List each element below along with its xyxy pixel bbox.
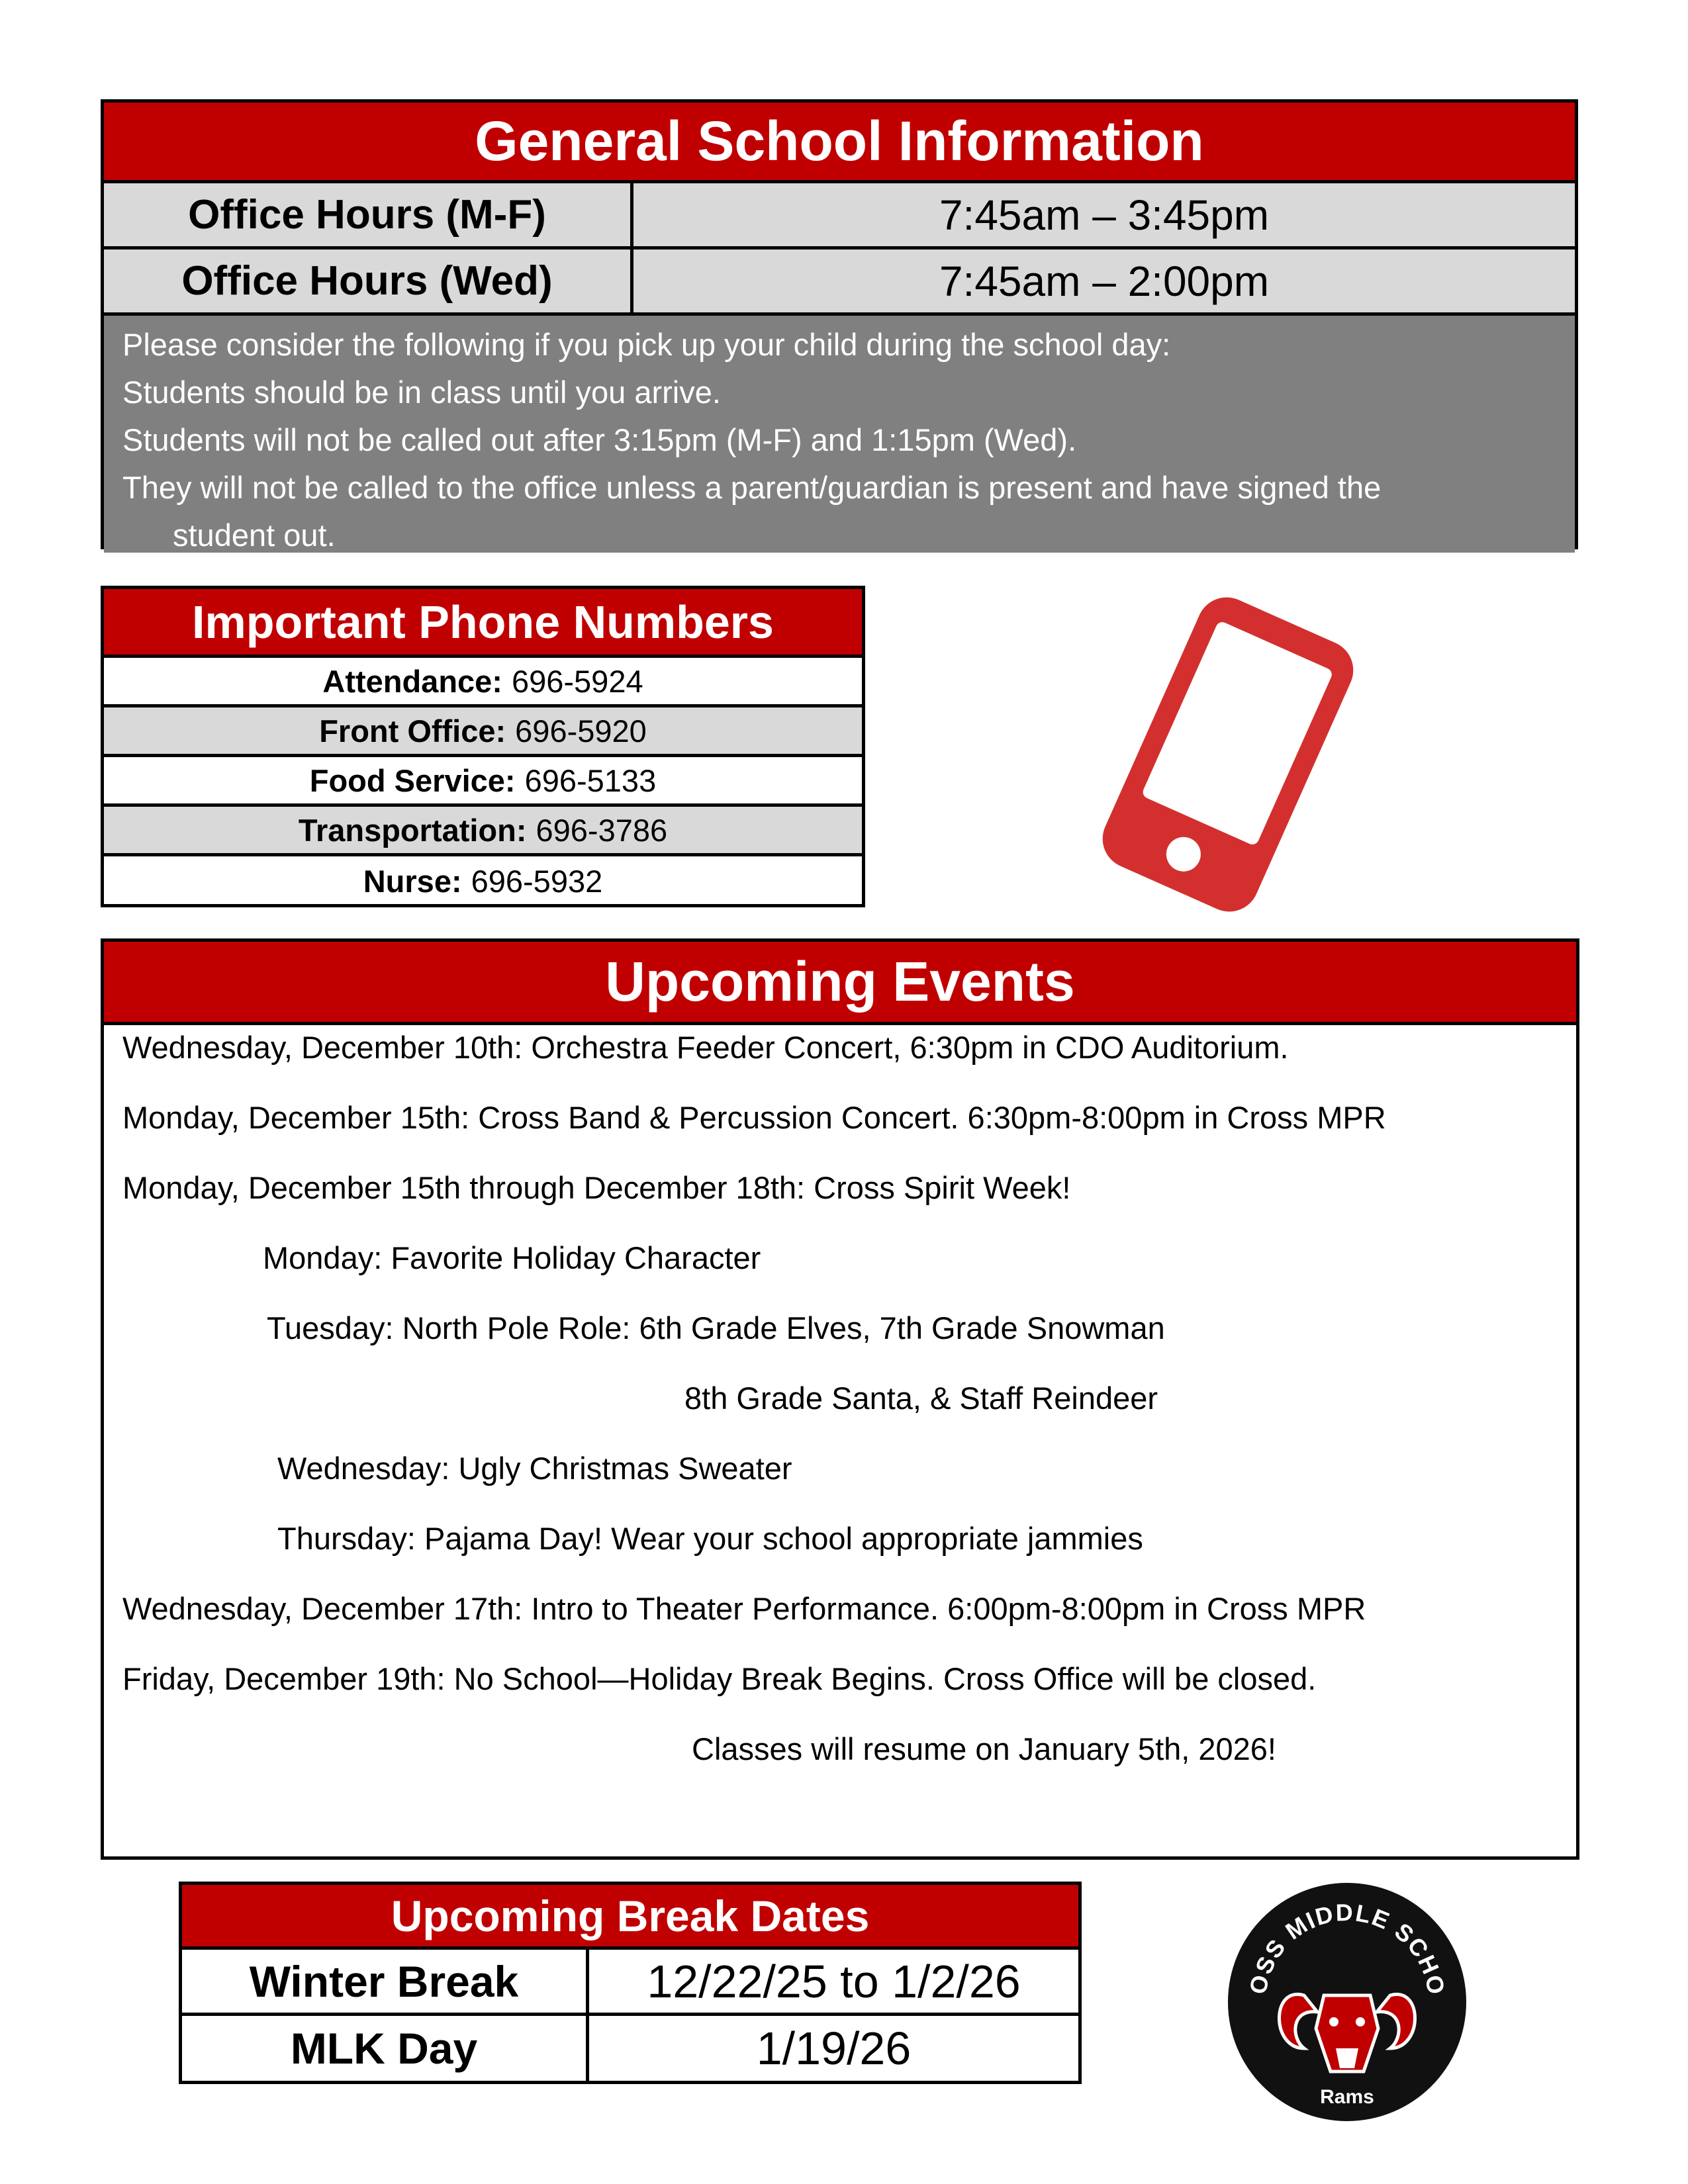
pickup-note: They will not be called to the office unless a parent/guardian is present and have signed the — [122, 470, 1382, 505]
office-hours-value: 7:45am – 3:45pm — [939, 191, 1270, 239]
break-dates-section — [179, 1882, 1082, 2084]
phone-label: Nurse: — [363, 864, 462, 899]
phone-row — [104, 658, 862, 707]
phone-label: Food Service: — [309, 762, 516, 798]
break-value: 12/22/25 to 1/2/26 — [647, 1955, 1021, 2007]
office-hours-value: 7:45am – 2:00pm — [939, 257, 1270, 305]
phone-numbers-title: Important Phone Numbers — [104, 589, 862, 658]
spirit-day-line: Monday: Favorite Holiday Character — [263, 1240, 761, 1275]
spirit-day-line: Thursday: Pajama Day! Wear your school appropriate jammies — [277, 1521, 1143, 1556]
phone-row — [104, 856, 862, 906]
logo-school-name: OSS MIDDLE SCHO — [1244, 1898, 1451, 1998]
phone-number: 696-5924 — [511, 663, 643, 699]
logo-mascot-name: Rams — [1320, 2086, 1374, 2108]
school-logo — [1225, 1880, 1470, 2124]
pickup-note: Students should be in class until you arrive. — [122, 375, 721, 410]
pickup-note: student out. — [173, 518, 336, 553]
spirit-day-line: 8th Grade Santa, & Staff Reindeer — [684, 1381, 1158, 1416]
phone-number: 696-5932 — [471, 864, 603, 899]
break-row — [182, 2016, 1078, 2081]
smartphone-icon — [1072, 582, 1383, 927]
general-info-section — [101, 99, 1578, 553]
spirit-day-line: Tuesday: North Pole Role: 6th Grade Elves, 7th Grade Snowman — [267, 1310, 1165, 1345]
event-line: Wednesday, December 17th: Intro to Theater Performance. 6:00pm-8:00pm in Cross MPR — [122, 1591, 1366, 1626]
break-value: 1/19/26 — [756, 2023, 912, 2074]
spirit-day-line: Wednesday: Ugly Christmas Sweater — [277, 1451, 792, 1486]
pickup-note: Students will not be called out after 3:15pm (M-F) and 1:15pm (Wed). — [122, 422, 1077, 457]
office-hours-row — [104, 250, 1575, 316]
event-line: Monday, December 15th through December 18th: Cross Spirit Week! — [122, 1170, 1071, 1205]
phone-row — [104, 707, 862, 757]
office-hours-label: Office Hours (Wed) — [104, 250, 633, 312]
phone-number: 696-5920 — [515, 713, 647, 749]
phone-number: 696-3786 — [536, 812, 668, 848]
break-label: MLK Day — [182, 2016, 589, 2081]
event-line: Classes will resume on January 5th, 2026! — [692, 1731, 1276, 1766]
phone-number: 696-5133 — [524, 762, 657, 798]
break-row — [182, 1950, 1078, 2016]
upcoming-events-title: Upcoming Events — [104, 942, 1576, 1025]
pickup-notes — [104, 316, 1575, 553]
office-hours-row — [104, 183, 1575, 250]
office-hours-label: Office Hours (M-F) — [104, 183, 633, 246]
phone-row — [104, 757, 862, 807]
upcoming-events-section — [101, 938, 1579, 1860]
break-label: Winter Break — [182, 1950, 589, 2013]
event-line: Friday, December 19th: No School—Holiday Break Begins. Cross Office will be closed. — [122, 1661, 1317, 1696]
phone-label: Attendance: — [322, 663, 502, 699]
general-info-title: General School Information — [104, 103, 1575, 183]
break-dates-title: Upcoming Break Dates — [182, 1885, 1078, 1950]
phone-row — [104, 807, 862, 856]
event-line: Monday, December 15th: Cross Band & Percussion Concert. 6:30pm-8:00pm in Cross MPR — [122, 1100, 1386, 1135]
phone-label: Transportation: — [298, 812, 527, 848]
pickup-note: Please consider the following if you pick up your child during the school day: — [122, 327, 1171, 362]
phone-numbers-section — [101, 586, 865, 907]
phone-label: Front Office: — [319, 713, 506, 749]
event-line: Wednesday, December 10th: Orchestra Feeder Concert, 6:30pm in CDO Auditorium. — [122, 1030, 1289, 1065]
